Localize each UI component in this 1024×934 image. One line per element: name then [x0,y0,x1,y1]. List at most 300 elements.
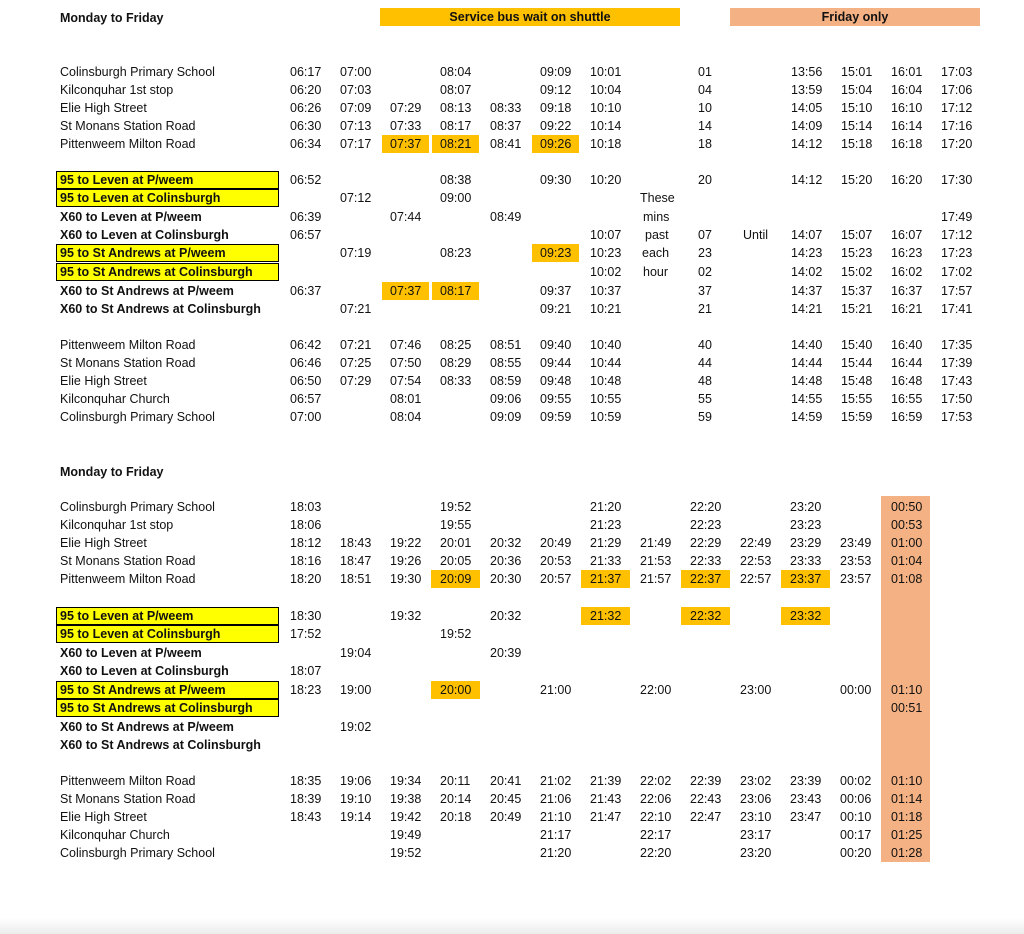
stop-label: 95 to Leven at P/weem [60,173,194,187]
time-cell: 22:33 [690,554,722,568]
time-cell: 17:20 [941,137,973,151]
time-cell: 09:48 [540,374,572,388]
time-cell: 21:43 [590,792,622,806]
time-cell: 02 [698,265,712,279]
time-cell: 07:12 [340,191,372,205]
time-cell: 17:50 [941,392,973,406]
shuttle-wait-header: Service bus wait on shuttle [380,8,680,26]
time-cell: 20:01 [440,536,472,550]
time-cell: 21:02 [540,774,572,788]
time-cell: 20:39 [490,646,522,660]
time-cell: 06:42 [290,338,322,352]
time-cell: 17:35 [941,338,973,352]
time-cell: 18:12 [290,536,322,550]
stop-label: Colinsburgh Primary School [60,65,215,79]
time-cell: 21:49 [640,536,672,550]
stop-label: X60 to St Andrews at P/weem [60,284,234,298]
time-cell: 10:04 [590,83,622,97]
time-cell: 15:55 [841,392,873,406]
time-cell: 07:13 [340,119,372,133]
time-cell: 19:52 [440,500,472,514]
time-cell: 10:40 [590,338,622,352]
time-cell: 14:23 [791,246,823,260]
time-cell: 01:00 [891,536,923,550]
time-cell: 23:47 [790,810,822,824]
time-cell: 22:53 [740,554,772,568]
section1-title: Monday to Friday [60,11,164,25]
time-cell: 08:51 [490,338,522,352]
time-cell: 14:48 [791,374,823,388]
time-cell: 18:20 [290,572,322,586]
time-cell: 21:53 [640,554,672,568]
time-cell: 09:40 [540,338,572,352]
time-cell: 17:52 [290,627,322,641]
time-cell: 07:00 [290,410,322,424]
time-cell: 14 [698,119,712,133]
time-cell: 07:29 [390,101,422,115]
time-cell: 19:00 [340,683,372,697]
time-cell: 18:30 [290,609,322,623]
time-cell: 22:49 [740,536,772,550]
time-cell: 18:06 [290,518,322,532]
time-cell: 07:50 [390,356,422,370]
time-cell: 15:18 [841,137,873,151]
time-cell: 15:59 [841,410,873,424]
time-cell: 23:23 [790,518,822,532]
time-cell: 19:42 [390,810,422,824]
time-cell: 23:49 [840,536,872,550]
stop-label: Pittenweem Milton Road [60,137,196,151]
time-cell: 20:57 [540,572,572,586]
time-cell: 22:23 [690,518,722,532]
time-cell: 08:33 [490,101,522,115]
stop-label: St Monans Station Road [60,356,196,370]
time-cell: 18:39 [290,792,322,806]
page-footer-shadow [0,918,1024,934]
time-cell: 00:06 [840,792,872,806]
time-cell: 19:38 [390,792,422,806]
stop-label: Colinsburgh Primary School [60,846,215,860]
time-cell: 10:14 [590,119,622,133]
time-cell: 07:03 [340,83,372,97]
time-cell: 22:20 [690,500,722,514]
time-cell: 17:12 [941,101,973,115]
time-cell: 23:06 [740,792,772,806]
time-cell: 22:00 [640,683,672,697]
time-cell: 15:04 [841,83,873,97]
time-cell: 14:12 [791,173,823,187]
time-cell: 09:18 [540,101,572,115]
time-cell: 07:54 [390,374,422,388]
time-cell: 17:23 [941,246,973,260]
time-cell: 06:20 [290,83,322,97]
time-cell: 21:00 [540,683,572,697]
stop-label: 95 to St Andrews at Colinsburgh [60,265,253,279]
time-cell: 21:37 [590,572,622,586]
time-cell: 19:32 [390,609,422,623]
time-cell: 20:49 [490,810,522,824]
time-cell: 00:02 [840,774,872,788]
time-cell: 07:21 [340,338,372,352]
time-cell: 16:40 [891,338,923,352]
time-cell: 10:01 [590,65,622,79]
time-cell: 21:17 [540,828,572,842]
time-cell: 23:02 [740,774,772,788]
stop-label: Elie High Street [60,810,147,824]
time-cell: 20:32 [490,609,522,623]
time-cell: 06:26 [290,101,322,115]
time-cell: 21:47 [590,810,622,824]
note-word: mins [643,210,670,224]
time-cell: 15:10 [841,101,873,115]
time-cell: 19:22 [390,536,422,550]
time-cell: 08:17 [440,119,472,133]
time-cell: 09:00 [440,191,472,205]
time-cell: 10:37 [590,284,622,298]
time-cell: 06:17 [290,65,322,79]
time-cell: 14:09 [791,119,823,133]
time-cell: 15:21 [841,302,873,316]
time-cell: 09:55 [540,392,572,406]
time-cell: 07:19 [340,246,372,260]
time-cell: 16:04 [891,83,923,97]
time-cell: 20:53 [540,554,572,568]
time-cell: 19:52 [390,846,422,860]
time-cell: 59 [698,410,712,424]
time-cell: 10:48 [590,374,622,388]
time-cell: 16:55 [891,392,923,406]
time-cell: 07:09 [340,101,372,115]
time-cell: 08:17 [440,284,472,298]
time-cell: 17:16 [941,119,973,133]
stop-label: Elie High Street [60,374,147,388]
time-cell: 55 [698,392,712,406]
time-cell: 18:35 [290,774,322,788]
time-cell: 14:40 [791,338,823,352]
time-cell: 14:37 [791,284,823,298]
stop-label: Kilconquhar 1st stop [60,518,174,532]
time-cell: 07:33 [390,119,422,133]
time-cell: 14:02 [791,265,823,279]
time-cell: 18:47 [340,554,372,568]
time-cell: 07:44 [390,210,422,224]
time-cell: 20:18 [440,810,472,824]
time-cell: 19:30 [390,572,422,586]
time-cell: 08:33 [440,374,472,388]
time-cell: 10:18 [590,137,622,151]
time-cell: 07:29 [340,374,372,388]
time-cell: 17:57 [941,284,973,298]
stop-label: 95 to St Andrews at P/weem [60,683,226,697]
time-cell: 08:07 [440,83,472,97]
time-cell: 01:28 [891,846,923,860]
time-cell: 15:23 [841,246,873,260]
time-cell: 19:34 [390,774,422,788]
time-cell: 20:49 [540,536,572,550]
stop-label: X60 to St Andrews at Colinsburgh [60,302,261,316]
stop-label: 95 to St Andrews at Colinsburgh [60,701,253,715]
time-cell: 44 [698,356,712,370]
time-cell: 00:50 [891,500,923,514]
time-cell: 16:07 [891,228,923,242]
time-cell: 08:38 [440,173,472,187]
time-cell: 07:17 [340,137,372,151]
time-cell: 06:57 [290,392,322,406]
time-cell: 16:37 [891,284,923,298]
time-cell: 20:30 [490,572,522,586]
time-cell: 20:11 [440,774,471,788]
time-cell: 14:07 [791,228,823,242]
time-cell: 23:17 [740,828,772,842]
time-cell: 07 [698,228,712,242]
time-cell: 20:32 [490,536,522,550]
friday-only-header: Friday only [730,8,980,26]
time-cell: 23:37 [790,572,822,586]
time-cell: 01:18 [891,810,923,824]
time-cell: 15:01 [841,65,873,79]
time-cell: 16:20 [891,173,923,187]
time-cell: 08:04 [390,410,422,424]
time-cell: 23:43 [790,792,822,806]
time-cell: 22:17 [640,828,672,842]
time-cell: 18:43 [340,536,372,550]
time-cell: 20:14 [440,792,472,806]
time-cell: 09:26 [540,137,572,151]
time-cell: 21:20 [590,500,622,514]
time-cell: 22:10 [640,810,672,824]
time-cell: 06:39 [290,210,322,224]
stop-label: Pittenweem Milton Road [60,774,196,788]
time-cell: 01:25 [891,828,923,842]
time-cell: 19:04 [340,646,372,660]
time-cell: 14:55 [791,392,823,406]
time-cell: 22:39 [690,774,722,788]
time-cell: 22:57 [740,572,772,586]
time-cell: 08:01 [390,392,422,406]
time-cell: 18:51 [340,572,372,586]
stop-label: St Monans Station Road [60,554,196,568]
time-cell: 18:23 [290,683,322,697]
time-cell: 01:04 [891,554,923,568]
time-cell: 23 [698,246,712,260]
time-cell: 20:45 [490,792,522,806]
time-cell: 06:52 [290,173,322,187]
time-cell: 17:12 [941,228,973,242]
time-cell: 06:34 [290,137,322,151]
stop-label: Elie High Street [60,536,147,550]
time-cell: 19:52 [440,627,472,641]
time-cell: 01:10 [891,683,923,697]
time-cell: 20:00 [440,683,472,697]
stop-label: 95 to Leven at Colinsburgh [60,627,221,641]
time-cell: 01:14 [891,792,923,806]
time-cell: 15:07 [841,228,873,242]
time-cell: 08:59 [490,374,522,388]
time-cell: 14:59 [791,410,823,424]
time-cell: 17:03 [941,65,973,79]
time-cell: 07:37 [390,137,422,151]
time-cell: 15:20 [841,173,873,187]
time-cell: 00:53 [891,518,923,532]
time-cell: 08:21 [440,137,472,151]
time-cell: 16:21 [891,302,923,316]
time-cell: 10:20 [590,173,622,187]
time-cell: 19:26 [390,554,422,568]
time-cell: 00:17 [840,828,872,842]
time-cell: 08:04 [440,65,472,79]
time-cell: 09:22 [540,119,572,133]
time-cell: 14:05 [791,101,823,115]
time-cell: 16:48 [891,374,923,388]
time-cell: 22:47 [690,810,722,824]
time-cell: 13:59 [791,83,823,97]
time-cell: 13:56 [791,65,823,79]
time-cell: 15:37 [841,284,873,298]
time-cell: 18 [698,137,712,151]
time-cell: 18:16 [290,554,322,568]
time-cell: 18:43 [290,810,322,824]
stop-label: Kilconquhar 1st stop [60,83,174,97]
time-cell: 17:06 [941,83,973,97]
stop-label: Colinsburgh Primary School [60,500,215,514]
time-cell: 21:29 [590,536,622,550]
time-cell: 22:43 [690,792,722,806]
time-cell: 16:02 [891,265,923,279]
time-cell: 09:59 [540,410,572,424]
note-word: hour [643,265,669,279]
time-cell: 10:10 [590,101,622,115]
note-word: each [642,246,670,260]
time-cell: 01 [698,65,712,79]
time-cell: 01:08 [891,572,923,586]
time-cell: 17:43 [941,374,973,388]
time-cell: 09:23 [540,246,572,260]
time-cell: 19:55 [440,518,472,532]
time-cell: 10:07 [590,228,622,242]
time-cell: 09:12 [540,83,572,97]
time-cell: 20:41 [490,774,522,788]
time-cell: 17:49 [941,210,973,224]
stop-label: Pittenweem Milton Road [60,338,196,352]
time-cell: 20:36 [490,554,522,568]
stop-label: Kilconquhar Church [60,392,170,406]
time-cell: 09:30 [540,173,572,187]
time-cell: 07:21 [340,302,372,316]
time-cell: 07:00 [340,65,372,79]
time-cell: 00:20 [840,846,872,860]
time-cell: 06:46 [290,356,322,370]
time-cell: 21 [698,302,712,316]
time-cell: 23:29 [790,536,822,550]
stop-label: St Monans Station Road [60,119,196,133]
time-cell: 09:06 [490,392,522,406]
time-cell: 40 [698,338,712,352]
time-cell: 37 [698,284,712,298]
time-cell: 22:06 [640,792,672,806]
time-cell: 23:53 [840,554,872,568]
time-cell: 14:44 [791,356,823,370]
time-cell: 16:01 [891,65,923,79]
time-cell: 15:40 [841,338,873,352]
time-cell: 09:21 [540,302,572,316]
time-cell: 06:57 [290,228,322,242]
time-cell: 19:02 [340,720,372,734]
time-cell: 10:44 [590,356,622,370]
stop-label: X60 to Leven at P/weem [60,210,202,224]
time-cell: 08:23 [440,246,472,260]
time-cell: 15:48 [841,374,873,388]
stop-label: Kilconquhar Church [60,828,170,842]
time-cell: 09:09 [540,65,572,79]
time-cell: 10 [698,101,712,115]
time-cell: 10:21 [590,302,622,316]
time-cell: 21:23 [590,518,622,532]
time-cell: 19:10 [340,792,372,806]
time-cell: 23:00 [740,683,772,697]
time-cell: 18:03 [290,500,322,514]
stop-label: X60 to St Andrews at P/weem [60,720,234,734]
stop-label: 95 to Leven at Colinsburgh [60,191,221,205]
time-cell: 23:20 [790,500,822,514]
stop-label: 95 to St Andrews at P/weem [60,246,226,260]
time-cell: 14:12 [791,137,823,151]
time-cell: 15:02 [841,265,873,279]
time-cell: 18:07 [290,664,322,678]
time-cell: 04 [698,83,712,97]
time-cell: 08:13 [440,101,472,115]
time-cell: 07:25 [340,356,372,370]
time-cell: 14:21 [791,302,823,316]
note-word: past [645,228,669,242]
time-cell: 19:14 [340,810,372,824]
time-cell: 06:50 [290,374,322,388]
time-cell: 23:33 [790,554,822,568]
time-cell: 09:44 [540,356,572,370]
time-cell: 15:44 [841,356,873,370]
stop-label: 95 to Leven at P/weem [60,609,194,623]
time-cell: 21:33 [590,554,622,568]
time-cell: 48 [698,374,712,388]
time-cell: 23:10 [740,810,772,824]
time-cell: 21:57 [640,572,672,586]
until-label: Until [743,228,769,242]
time-cell: 00:51 [891,701,923,715]
time-cell: 21:06 [540,792,572,806]
time-cell: 00:00 [840,683,872,697]
stop-label: X60 to Leven at Colinsburgh [60,228,229,242]
time-cell: 15:14 [841,119,873,133]
time-cell: 17:53 [941,410,973,424]
time-cell: 01:10 [891,774,923,788]
time-cell: 19:49 [390,828,422,842]
time-cell: 07:37 [390,284,422,298]
time-cell: 21:32 [590,609,622,623]
time-cell: 23:32 [790,609,822,623]
time-cell: 17:39 [941,356,973,370]
time-cell: 08:55 [490,356,522,370]
time-cell: 22:32 [690,609,722,623]
time-cell: 08:49 [490,210,522,224]
time-cell: 22:37 [690,572,722,586]
time-cell: 23:39 [790,774,822,788]
time-cell: 08:25 [440,338,472,352]
stop-label: X60 to St Andrews at Colinsburgh [60,738,261,752]
time-cell: 20 [698,173,712,187]
time-cell: 16:44 [891,356,923,370]
time-cell: 16:23 [891,246,923,260]
time-cell: 10:23 [590,246,622,260]
time-cell: 17:41 [941,302,973,316]
